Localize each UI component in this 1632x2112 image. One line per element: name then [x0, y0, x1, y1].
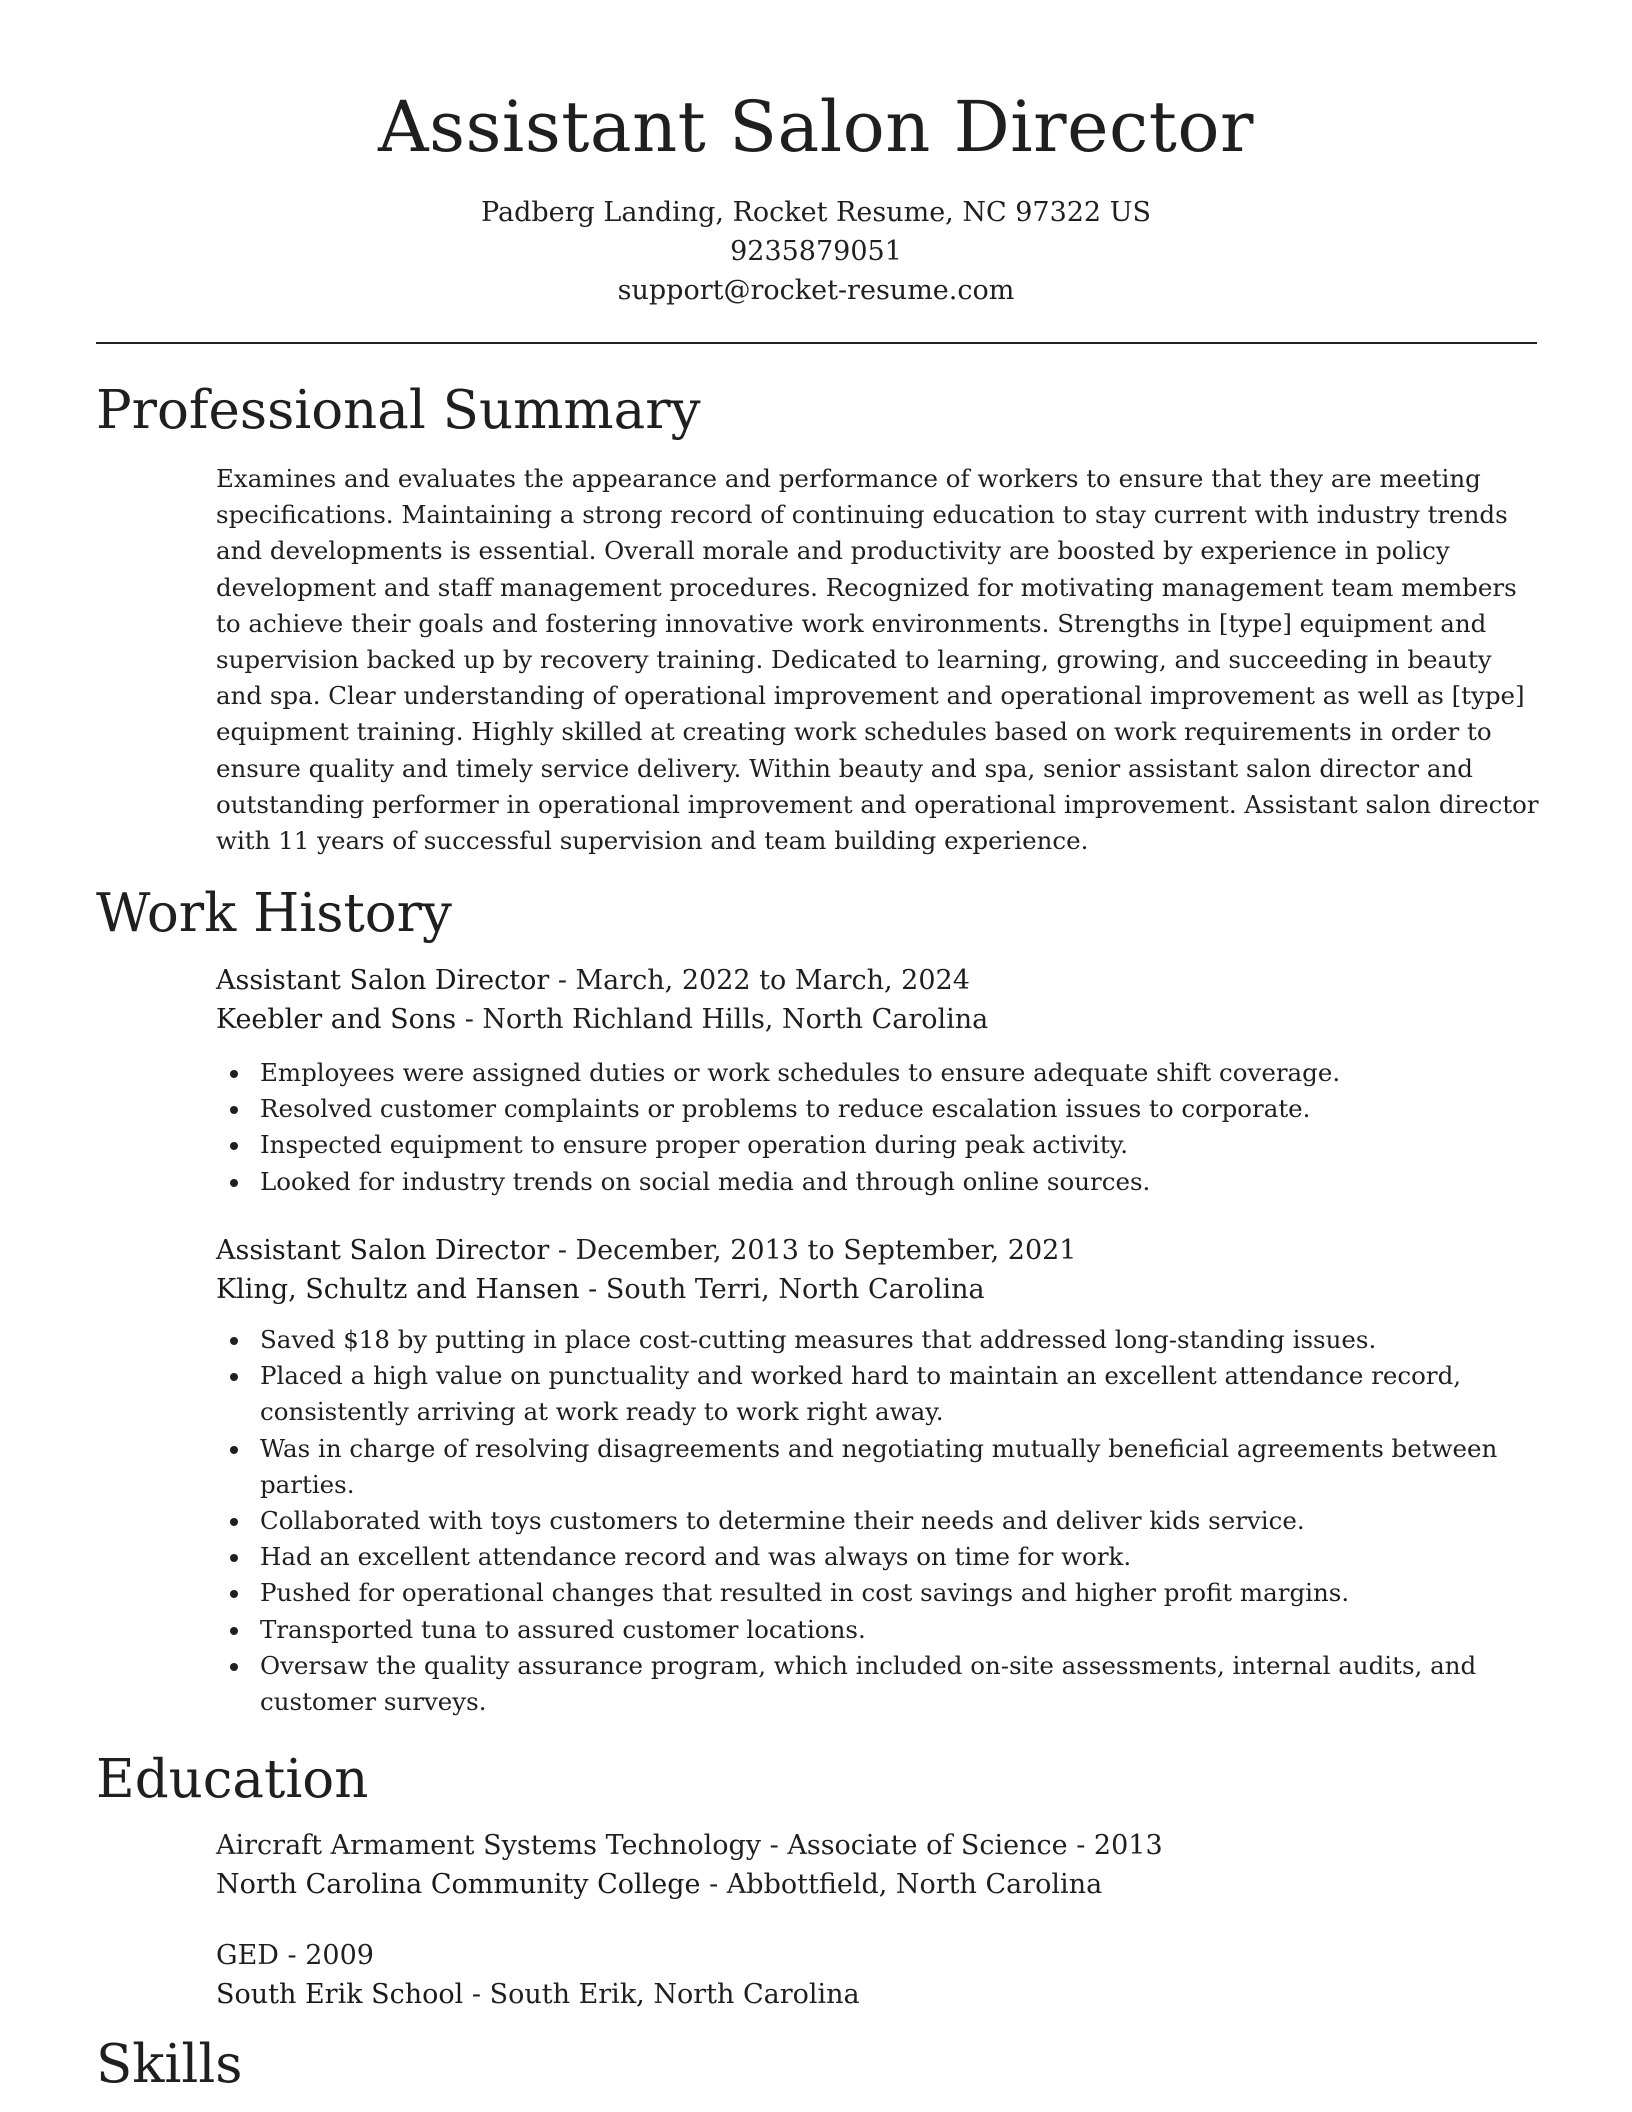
list-item: Inspected equipment to ensure proper operation during peak activity. — [216, 1127, 1541, 1163]
job-bullets — [216, 1055, 1541, 1200]
list-item: Looked for industry trends on social media and through online sources. — [216, 1164, 1541, 1200]
list-item: Was in charge of resolving disagreements and negotiating mutually beneficial agreements between parties. — [216, 1431, 1541, 1503]
school-name: South Erik School — [216, 1979, 464, 2010]
email: support@rocket-resume.com — [617, 275, 1015, 306]
school-location: - South Erik, North Carolina — [463, 1979, 860, 2010]
job-title-line — [216, 961, 1541, 1000]
summary-section — [216, 461, 1541, 859]
job-bullets — [216, 1322, 1541, 1720]
list-item: Placed a high value on punctuality and worked hard to maintain an excellent attendance record, consistently arriving at work ready to work right away. — [216, 1358, 1541, 1430]
list-item: Pushed for operational changes that resulted in cost savings and higher profit margins. — [216, 1575, 1541, 1611]
list-item: Employees were assigned duties or work schedules to ensure adequate shift coverage. — [216, 1055, 1541, 1091]
school-line — [216, 1865, 1541, 1904]
job-company-line — [216, 1270, 1541, 1309]
phone: 9235879051 — [730, 236, 902, 267]
school-location: - Abbottfield, North Carolina — [700, 1869, 1103, 1900]
summary-heading: Professional Summary — [96, 380, 701, 441]
school-name: North Carolina Community College — [216, 1869, 701, 1900]
list-item: Saved $18 by putting in place cost-cutting measures that addressed long-standing issues. — [216, 1322, 1541, 1358]
list-item: Transported tuna to assured customer locations. — [216, 1612, 1541, 1648]
job-dates: - March, 2022 to March, 2024 — [549, 965, 970, 996]
job-company: Kling, Schultz and Hansen — [216, 1274, 580, 1305]
job-dates: - December, 2013 to September, 2021 — [549, 1235, 1077, 1266]
resume-name: Assistant Salon Director — [378, 86, 1254, 168]
job-company: Keebler and Sons — [216, 1004, 457, 1035]
degree-line: GED - 2009 — [216, 1940, 374, 1971]
contact-block — [0, 193, 1632, 310]
education-heading: Education — [96, 1749, 369, 1810]
skills-heading: Skills — [96, 2034, 243, 2095]
job-entry — [216, 1231, 1541, 1720]
job-title-line — [216, 1231, 1541, 1270]
job-role: Assistant Salon Director — [216, 1235, 550, 1266]
address: Padberg Landing, Rocket Resume, NC 97322 US — [481, 197, 1151, 228]
list-item: Resolved customer complaints or problems to reduce escalation issues to corporate. — [216, 1091, 1541, 1127]
education-entry — [216, 1936, 1541, 2014]
job-location: - South Terri, North Carolina — [579, 1274, 985, 1305]
job-role: Assistant Salon Director — [216, 965, 550, 996]
degree-line: Aircraft Armament Systems Technology - Associate of Science - 2013 — [216, 1830, 1163, 1861]
job-location: - North Richland Hills, North Carolina — [456, 1004, 989, 1035]
job-entry — [216, 961, 1541, 1200]
list-item: Had an excellent attendance record and was always on time for work. — [216, 1539, 1541, 1575]
job-company-line — [216, 1000, 1541, 1039]
summary-text: Examines and evaluates the appearance and performance of workers to ensure that they are meeting specifications. Maintaining a strong record of continuing education to stay current with industry trends and developments is essential. Overall morale and productivity are boosted by experience in policy development and staff management procedures. Recognized for motivating management team members to achieve their goals and fostering innovative work environments. Strengths in [type] equipment and supervision backed up by recovery training. Dedicated to learning, growing, and succeeding in beauty and spa. Clear understanding of operational improvement and operational improvement as well as [type] equipment training. Highly skilled at creating work schedules based on work requirements in order to ensure quality and timely service delivery. Within beauty and spa, senior assistant salon director and outstanding performer in operational improvement and operational improvement. Assistant salon director with 11 years of successful supervision and team building experience. — [216, 464, 1539, 856]
list-item: Oversaw the quality assurance program, which included on-site assessments, internal audits, and customer surveys. — [216, 1648, 1541, 1720]
education-entry — [216, 1826, 1541, 1904]
header-divider — [96, 342, 1537, 344]
work-history-heading: Work History — [96, 883, 452, 944]
school-line — [216, 1975, 1541, 2014]
list-item: Collaborated with toys customers to determine their needs and deliver kids service. — [216, 1503, 1541, 1539]
